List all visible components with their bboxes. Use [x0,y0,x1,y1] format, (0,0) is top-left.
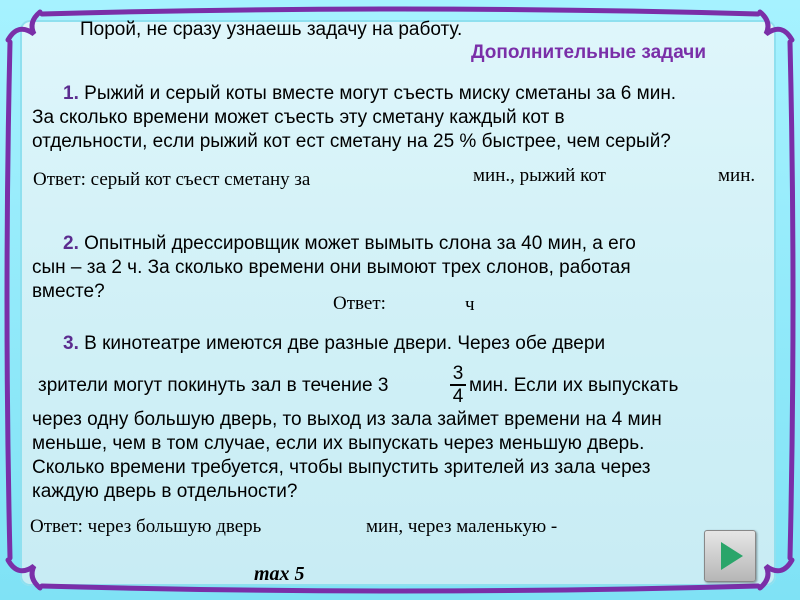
max-score-label: max 5 [254,563,305,585]
problem-2-line-3: вместе? [32,281,105,302]
problem-2-line-2: сын – за 2 ч. За сколько времени они вымоют трех слонов, работая [32,257,631,278]
problem-2-text-1: Опытный дрессировщик может вымыть слона за 40 мин, а его [84,233,636,254]
problem-2-answer-unit: ч [465,294,475,315]
problem-3-line-5: Сколько времени требуется, чтобы выпустить зрителей из зала через [32,457,651,478]
problem-1-line-1 [63,82,676,106]
play-triangle-icon [721,542,743,570]
next-slide-button[interactable] [704,530,756,582]
problem-3-line-2a: зрители могут покинуть зал в течение 3 [38,375,389,396]
problem-2-answer-lead: Ответ: [333,293,386,314]
problem-2-line-1 [63,232,636,256]
mixed-fraction [450,364,466,406]
problem-1-number: 1. [63,83,79,104]
problem-1-answer-lead: Ответ: серый кот съест сметану за [33,169,311,190]
problem-3-answer-lead: Ответ: через большую дверь [30,516,262,537]
problem-3-number: 3. [63,333,79,354]
problem-3-text-1: В кинотеатре имеются две разные двери. Через обе двери [84,333,606,354]
problem-3-answer-mid: мин, через маленькую - [366,516,558,537]
problem-1-answer-end: мин. [718,165,756,186]
section-title: Дополнительные задачи [471,42,707,63]
problem-1-line-3: отдельности, если рыжий кот ест сметану на 25 % быстрее, чем серый? [32,131,671,152]
problem-3-line-1 [63,332,605,356]
problem-3-line-3: через одну большую дверь, то выход из зала займет времени на 4 мин [32,409,662,430]
problem-1-text-1: Рыжий и серый коты вместе могут съесть миску сметаны за 6 мин. [84,83,677,104]
fraction-numerator: 3 [452,363,464,384]
problem-1-answer-mid: мин., рыжий кот [473,165,606,186]
slide-subtitle: Порой, не сразу узнаешь задачу на работу. [80,19,463,40]
problem-3-line-6: каждую дверь в отдельности? [32,481,298,502]
problem-2-number: 2. [63,233,79,254]
fraction-denominator: 4 [452,386,464,407]
problem-3-line-4: меньше, чем в том случае, если их выпускать через меньшую дверь. [32,433,645,454]
problem-1-line-2: За сколько времени может съесть эту сметану каждый кот в [32,107,565,128]
problem-3-line-2b: мин. Если их выпускать [469,375,679,396]
